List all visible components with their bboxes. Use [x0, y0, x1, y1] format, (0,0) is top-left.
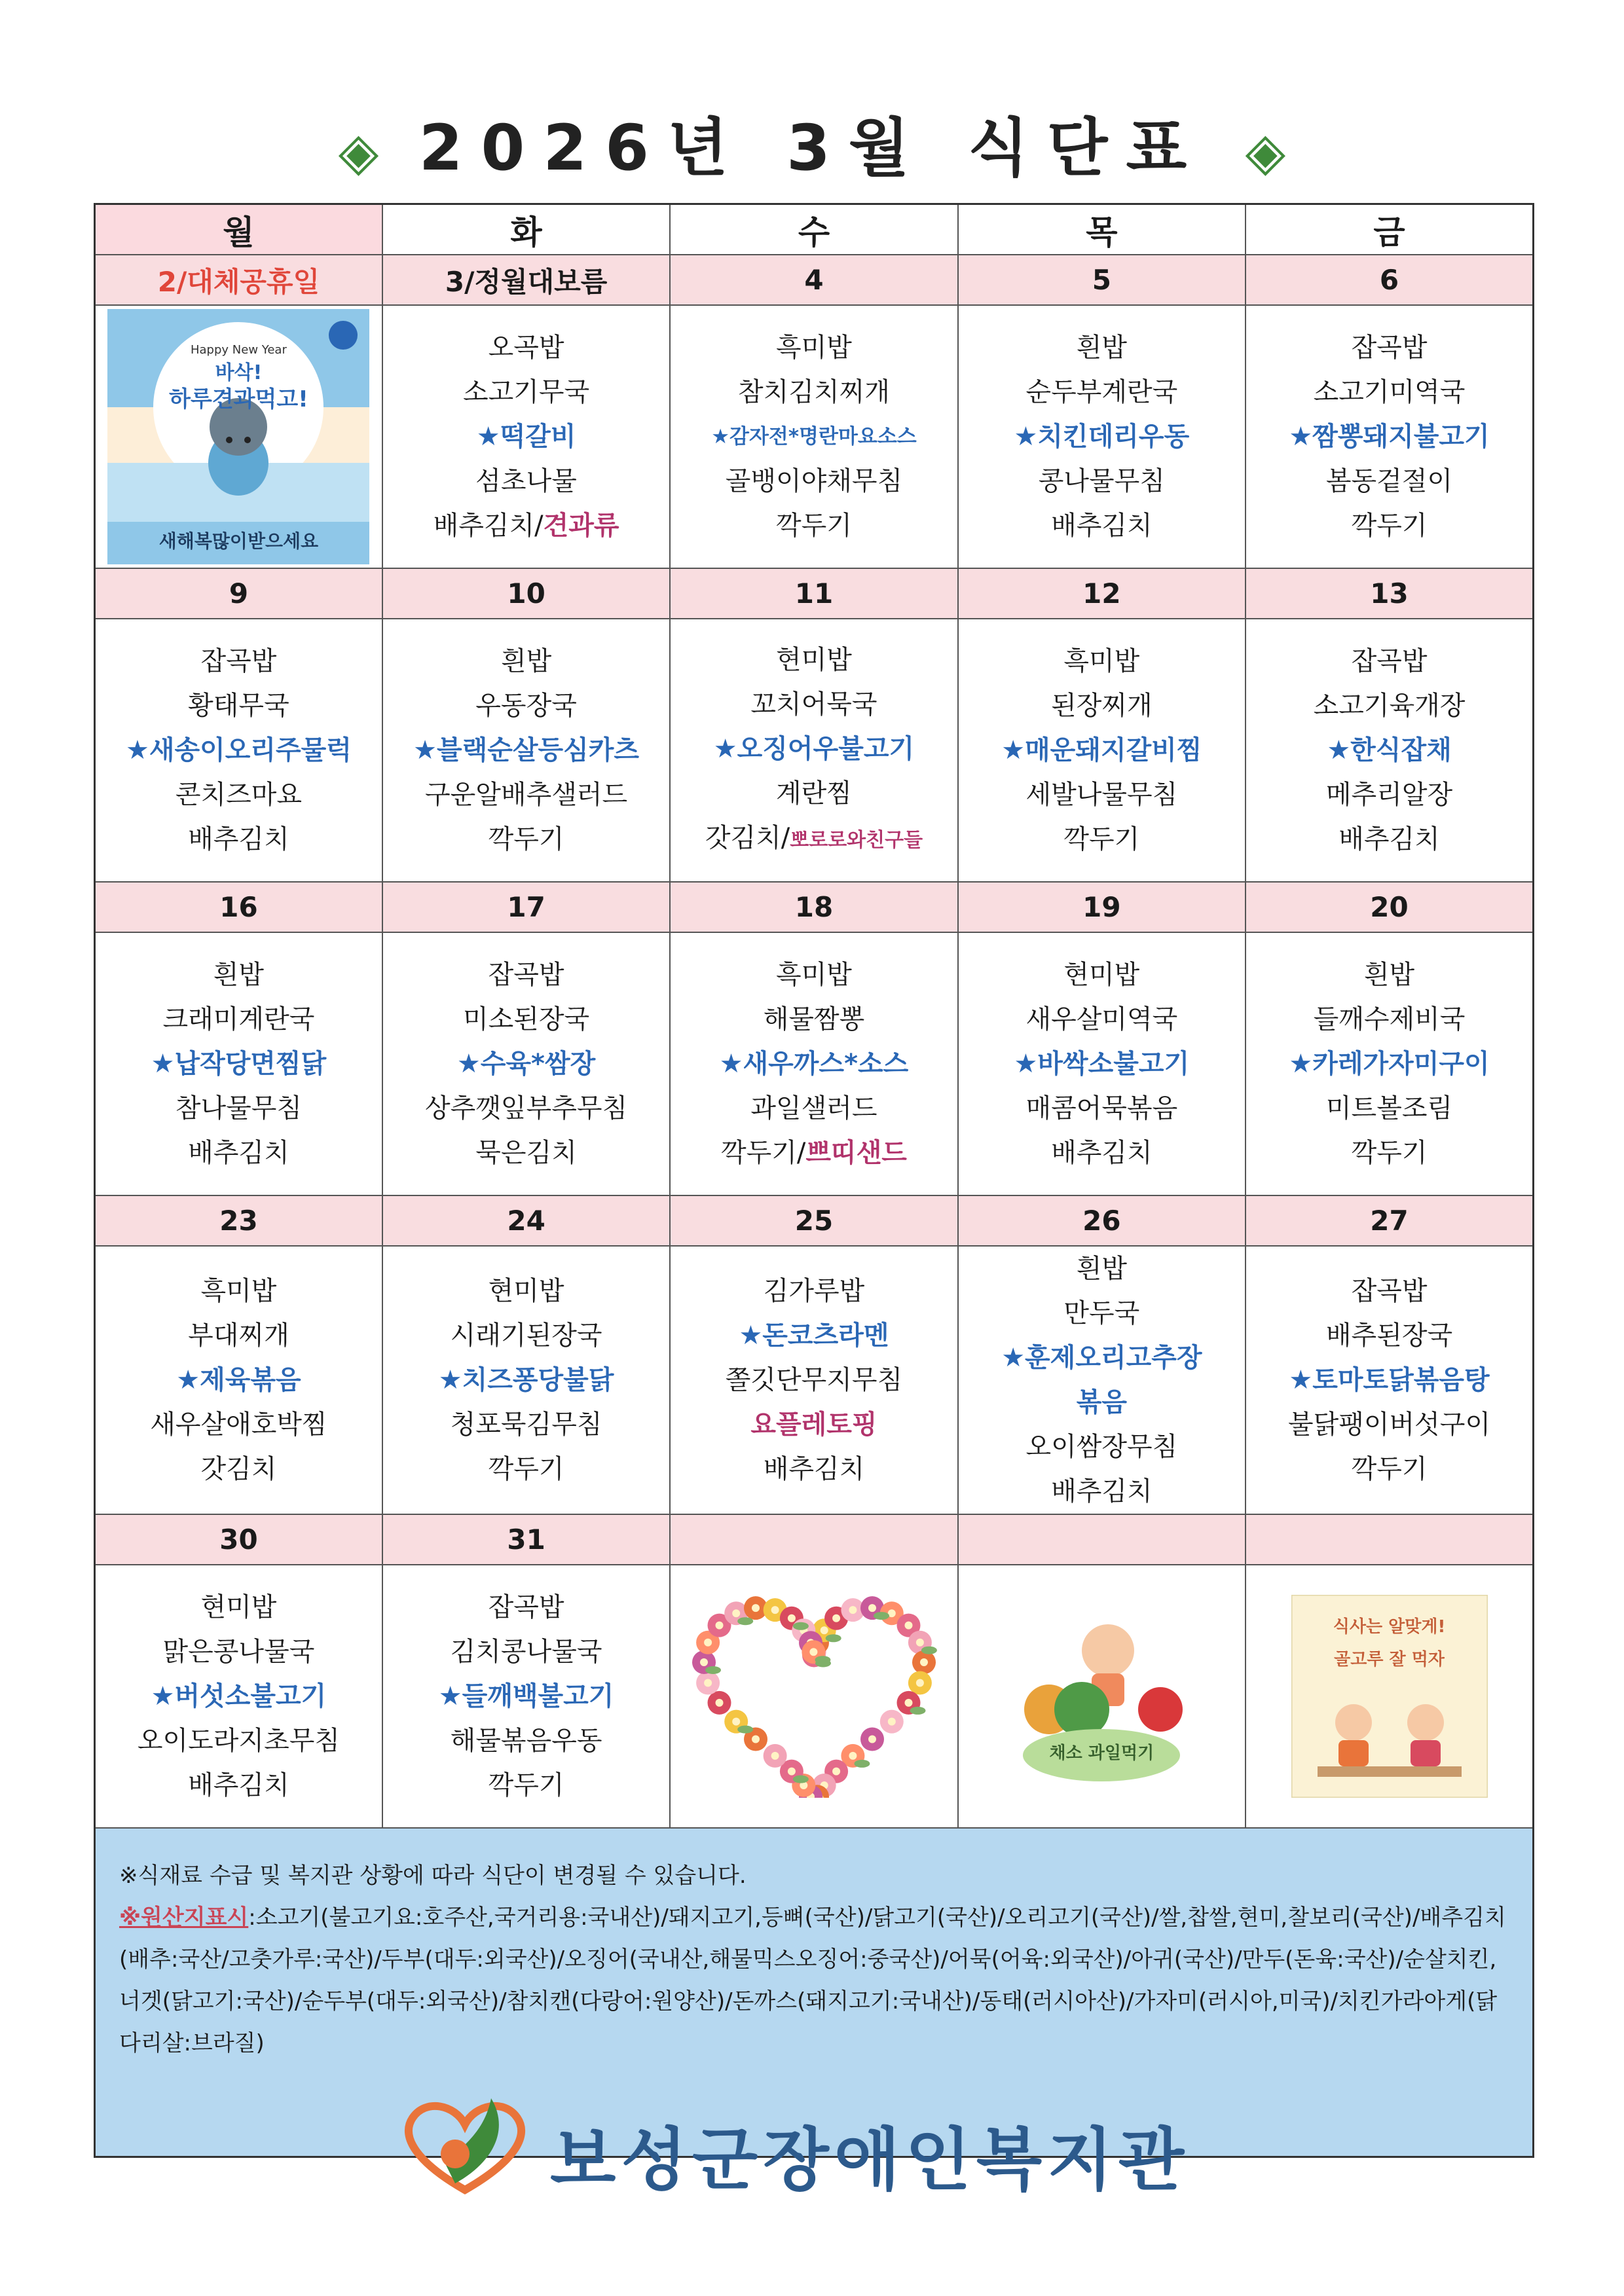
menu-item: 쫄깃단무지무침 — [725, 1365, 903, 1395]
diamond-icon: ◈ — [1245, 121, 1286, 182]
menu-item: ★떡갈비 — [476, 422, 576, 452]
menu-cell — [95, 619, 382, 882]
menu-cell — [958, 1565, 1246, 1828]
menu-item: ★들깨백불고기 — [438, 1681, 614, 1711]
menu-item: 오이도라지초무침 — [137, 1726, 340, 1756]
menu-item: 맑은콩나물국 — [162, 1637, 315, 1667]
menu-item: 갓김치 — [200, 1454, 277, 1484]
menu-item: 흰밥 — [1363, 960, 1415, 990]
dessert-item: 뽀로로와친구들 — [790, 829, 923, 852]
menu-item: 콩나물무침 — [1038, 466, 1165, 496]
menu-cell — [670, 1565, 957, 1828]
menu-item: 우동장국 — [475, 691, 577, 721]
date-cell — [670, 1514, 957, 1565]
menu-item: 현미밥 — [776, 645, 852, 675]
poster-text-bottom: 새해복많이받으세요 — [158, 530, 319, 552]
menu-item: 미트볼조림 — [1325, 1093, 1453, 1123]
date-cell: 3/정월대보름 — [382, 255, 670, 305]
menu-item: 참나물무침 — [175, 1093, 303, 1123]
menu-item: ★버섯소불고기 — [151, 1681, 327, 1711]
menu-cell — [670, 305, 957, 568]
menu-item: 오곡밥 — [488, 333, 564, 363]
origin-notice — [119, 1897, 1509, 2064]
origin-label: ※원산지표시 — [119, 1904, 249, 1931]
date-cell: 13 — [1246, 568, 1533, 619]
date-cell: 18 — [670, 882, 957, 932]
menu-item: 흑미밥 — [200, 1276, 277, 1306]
menu-item: 골뱅이야채무침 — [725, 466, 903, 496]
menu-row — [95, 619, 1534, 882]
date-cell: 11 — [670, 568, 957, 619]
notice-change: ※식재료 수급 및 복지관 상황에 따라 식단이 변경될 수 있습니다. — [119, 1863, 747, 1889]
menu-cell — [958, 619, 1246, 882]
dessert-item: 쁘띠샌드 — [805, 1138, 907, 1168]
menu-item: 들깨수제비국 — [1313, 1004, 1466, 1034]
menu-item: ★납작당면찜닭 — [151, 1049, 327, 1079]
menu-item: 된장찌개 — [1051, 691, 1153, 721]
menu-cell — [1246, 932, 1533, 1195]
menu-item — [383, 503, 669, 548]
page-title — [0, 98, 1624, 188]
weekday-header-row — [95, 204, 1534, 255]
menu-item: 소고기미역국 — [1313, 377, 1466, 407]
menu-item: 흑미밥 — [1063, 646, 1140, 676]
menu-cell — [958, 932, 1246, 1195]
menu-cell — [382, 1246, 670, 1514]
menu-item: 깍두기 — [488, 824, 564, 854]
menu-item: 세발나물무침 — [1025, 780, 1178, 810]
menu-item: ★바싹소불고기 — [1014, 1049, 1190, 1079]
menu-item: ★블랙순살등심카츠 — [413, 735, 640, 765]
menu-item: 배추김치 — [1338, 824, 1440, 854]
menu-item: 흰밥 — [1076, 333, 1127, 363]
menu-item: 볶음 — [1076, 1387, 1127, 1417]
origin-text: :소고기(불고기요:호주산,국거리용:국내산)/돼지고기,등뼈(국산)/닭고기(국산)/오리고기(국산)/쌀,찹쌀,현미,찰보리(국산)/배추김치(배추:국산/고춧가루:국산)/두부(대두:외국산)/오징어(국내산,해물믹스오징어:중국산)/어묵(어육:외국산)/아귀(국산)/만두(돈육:국산)/순살치킨,너겟(닭고기:국산)/순두부(대두:외국산)/참치캔(다랑어:원양산)/돈까스(돼지고기:국내산)/동태(러시아산)/가자미(러시아,미국)/치킨가라아게(닭다리살:브라질) — [119, 1904, 1506, 2056]
menu-item: 잡곡밥 — [200, 646, 277, 676]
menu-cell — [1246, 1246, 1533, 1514]
menu-item: 잡곡밥 — [488, 960, 564, 990]
menu-item: 구운알배추샐러드 — [425, 780, 628, 810]
eat-evenly — [1291, 1595, 1488, 1798]
menu-item: 잡곡밥 — [1351, 1276, 1428, 1306]
menu-item: 배추김치 — [188, 824, 289, 854]
menu-item: 섬초나물 — [475, 466, 577, 496]
date-cell: 31 — [382, 1514, 670, 1565]
menu-item: 깍두기 — [1351, 1454, 1428, 1484]
menu-item: 상추깻잎부추무침 — [425, 1093, 628, 1123]
menu-item: ★제육볶음 — [176, 1365, 301, 1395]
menu-item: ★돈코츠라멘 — [739, 1321, 889, 1351]
date-cell: 12 — [958, 568, 1246, 619]
date-cell: 27 — [1246, 1195, 1533, 1246]
date-row — [95, 568, 1534, 619]
menu-item: 김가루밥 — [763, 1276, 865, 1306]
menu-item: 현미밥 — [200, 1592, 277, 1622]
poster-text-small: Happy New Year — [190, 343, 287, 357]
menu-item: 해물짬뽕 — [763, 1004, 865, 1034]
menu-item: 봄동겉절이 — [1325, 466, 1453, 496]
menu-item: 묵은김치 — [475, 1138, 577, 1168]
diamond-icon: ◈ — [338, 121, 379, 182]
menu-item: 잡곡밥 — [488, 1592, 564, 1622]
menu-item: 새우살미역국 — [1025, 1004, 1178, 1034]
menu-row — [95, 1246, 1534, 1514]
menu-item: 흑미밥 — [776, 333, 852, 363]
menu-item: 청포묵김무침 — [450, 1410, 602, 1440]
heart-leaf-logo-icon — [393, 2092, 537, 2196]
menu-item: 깍두기 — [1351, 511, 1428, 541]
eat-evenly-caption-2: 골고루 잘 먹자 — [1334, 1650, 1445, 1669]
date-row — [95, 1195, 1534, 1246]
menu-item: 부대찌개 — [188, 1321, 289, 1351]
dessert-item: 견과류 — [543, 511, 619, 541]
menu-item: 김치콩나물국 — [450, 1637, 602, 1667]
menu-item: ★새송이오리주물럭 — [125, 735, 352, 765]
menu-item: 해물볶음우동 — [450, 1726, 602, 1756]
menu-item: 현미밥 — [488, 1276, 564, 1306]
menu-item: ★토마토닭볶음탕 — [1289, 1365, 1490, 1395]
menu-cell — [1246, 619, 1533, 882]
weekday-header: 수 — [670, 204, 957, 255]
date-cell: 19 — [958, 882, 1246, 932]
menu-item: ★짬뽕돼지불고기 — [1289, 422, 1490, 452]
poster-text-l2: 하루견과먹고! — [169, 386, 308, 412]
date-row — [95, 1514, 1534, 1565]
weeks-body — [95, 255, 1534, 1828]
menu-item: 흰밥 — [500, 646, 552, 676]
menu-table — [94, 203, 1534, 2158]
date-cell: 20 — [1246, 882, 1533, 932]
menu-item: 깍두기 — [776, 511, 852, 541]
menu-item: ★훈제오리고추장 — [1001, 1343, 1202, 1373]
menu-item: 배추김치 — [188, 1770, 289, 1800]
menu-item: 계란찜 — [776, 778, 852, 809]
menu-item: 배추된장국 — [1325, 1321, 1453, 1351]
menu-item: 깍두기 — [488, 1770, 564, 1800]
date-cell: 16 — [95, 882, 382, 932]
vegetables-fruits — [1003, 1598, 1200, 1795]
eat-evenly-caption-1: 식사는 알맞게! — [1333, 1617, 1446, 1637]
menu-item: 흰밥 — [1076, 1254, 1127, 1284]
menu-cell — [382, 1565, 670, 1828]
menu-item — [671, 816, 957, 863]
menu-item: 꼬치어묵국 — [750, 689, 877, 720]
menu-item: 새우살애호박찜 — [150, 1410, 327, 1440]
date-row — [95, 255, 1534, 305]
menu-item: ★감자전*명란마요소스 — [711, 425, 917, 448]
menu-item: 깍두기 — [1351, 1138, 1428, 1168]
menu-row — [95, 305, 1534, 568]
menu-item: 과일샐러드 — [750, 1093, 877, 1123]
date-cell: 25 — [670, 1195, 957, 1246]
menu-item: 시래기된장국 — [450, 1321, 602, 1351]
menu-cell — [1246, 305, 1533, 568]
org-name: 보성군장애인복지관 — [550, 2120, 1190, 2200]
date-cell — [1246, 1514, 1533, 1565]
menu-cell — [1246, 1565, 1533, 1828]
weekday-header: 금 — [1246, 204, 1533, 255]
menu-row — [95, 1565, 1534, 1828]
menu-cell — [958, 305, 1246, 568]
menu-item: 매콤어묵볶음 — [1025, 1093, 1178, 1123]
menu-item: 크래미계란국 — [162, 1004, 315, 1034]
menu-item: ★치즈퐁당불닭 — [438, 1365, 614, 1395]
menu-cell — [95, 1246, 382, 1514]
menu-item: 콘치즈마요 — [175, 780, 303, 810]
new-year-poster — [107, 309, 369, 564]
weekday-header: 월 — [95, 204, 382, 255]
date-row — [95, 882, 1534, 932]
footer — [393, 2092, 1310, 2200]
menu-item: 잡곡밥 — [1351, 646, 1428, 676]
menu-item: 메추리알장 — [1325, 780, 1453, 810]
menu-cell — [95, 305, 382, 568]
date-cell: 10 — [382, 568, 670, 619]
flower-heart-icon — [690, 1582, 938, 1798]
menu-item: ★한식잡채 — [1327, 735, 1452, 765]
menu-item: ★오징어우불고기 — [713, 734, 915, 764]
menu-cell — [95, 932, 382, 1195]
menu-item: ★치킨데리우동 — [1014, 422, 1190, 452]
date-cell: 30 — [95, 1514, 382, 1565]
menu-item: 배추김치 — [188, 1138, 289, 1168]
menu-item — [671, 1131, 957, 1175]
vegetables-fruits-icon — [1003, 1598, 1200, 1795]
menu-item: 오이쌈장무침 — [1025, 1432, 1178, 1462]
menu-cell — [382, 619, 670, 882]
menu-item: 배추김치 — [1051, 511, 1153, 541]
menu-item: 요플레토핑 — [750, 1410, 877, 1440]
menu-cell — [382, 305, 670, 568]
menu-item-part: 깍두기/ — [720, 1138, 806, 1168]
date-cell: 5 — [958, 255, 1246, 305]
date-cell: 9 — [95, 568, 382, 619]
menu-cell — [670, 1246, 957, 1514]
menu-item: ★카레가자미구이 — [1289, 1049, 1490, 1079]
menu-item: 잡곡밥 — [1351, 333, 1428, 363]
vegetables-caption: 채소 과일먹기 — [1049, 1743, 1154, 1763]
menu-item: 소고기육개장 — [1313, 691, 1466, 721]
menu-item: 깍두기 — [488, 1454, 564, 1484]
menu-item: 소고기무국 — [462, 377, 590, 407]
menu-item: ★매운돼지갈비찜 — [1001, 735, 1202, 765]
menu-item: 배추김치 — [1051, 1476, 1153, 1506]
menu-item: 현미밥 — [1063, 960, 1140, 990]
menu-item: 황태무국 — [188, 691, 289, 721]
date-cell: 24 — [382, 1195, 670, 1246]
poster-text-l1: 바삭! — [215, 361, 263, 384]
menu-cell — [670, 619, 957, 882]
date-cell: 26 — [958, 1195, 1246, 1246]
menu-item: ★수육*쌈장 — [456, 1049, 596, 1079]
menu-row — [95, 932, 1534, 1195]
menu-item: ★새우까스*소스 — [719, 1049, 909, 1079]
menu-item: 흰밥 — [213, 960, 265, 990]
menu-cell — [670, 932, 957, 1195]
date-cell: 4 — [670, 255, 957, 305]
menu-item: 미소된장국 — [462, 1004, 590, 1034]
menu-cell — [95, 1565, 382, 1828]
menu-item: 배추김치 — [1051, 1138, 1153, 1168]
menu-item-part: 배추김치/ — [433, 511, 544, 541]
menu-item: 만두국 — [1063, 1298, 1140, 1328]
menu-item: 흑미밥 — [776, 960, 852, 990]
menu-cell — [958, 1246, 1246, 1514]
weekday-header: 목 — [958, 204, 1246, 255]
menu-item: 순두부계란국 — [1025, 377, 1178, 407]
menu-item: 참치김치찌개 — [738, 377, 890, 407]
date-cell: 6 — [1246, 255, 1533, 305]
title-text: 2026년 3월 식단표 — [418, 111, 1206, 185]
date-cell: 2/대체공휴일 — [95, 255, 382, 305]
menu-item: 깍두기 — [1063, 824, 1140, 854]
date-cell: 17 — [382, 882, 670, 932]
menu-item: 배추김치 — [763, 1454, 865, 1484]
menu-item-part: 갓김치/ — [705, 823, 790, 853]
menu-cell — [382, 932, 670, 1195]
weekday-header: 화 — [382, 204, 670, 255]
date-cell — [958, 1514, 1246, 1565]
date-cell: 23 — [95, 1195, 382, 1246]
menu-item: 불닭팽이버섯구이 — [1287, 1410, 1491, 1440]
